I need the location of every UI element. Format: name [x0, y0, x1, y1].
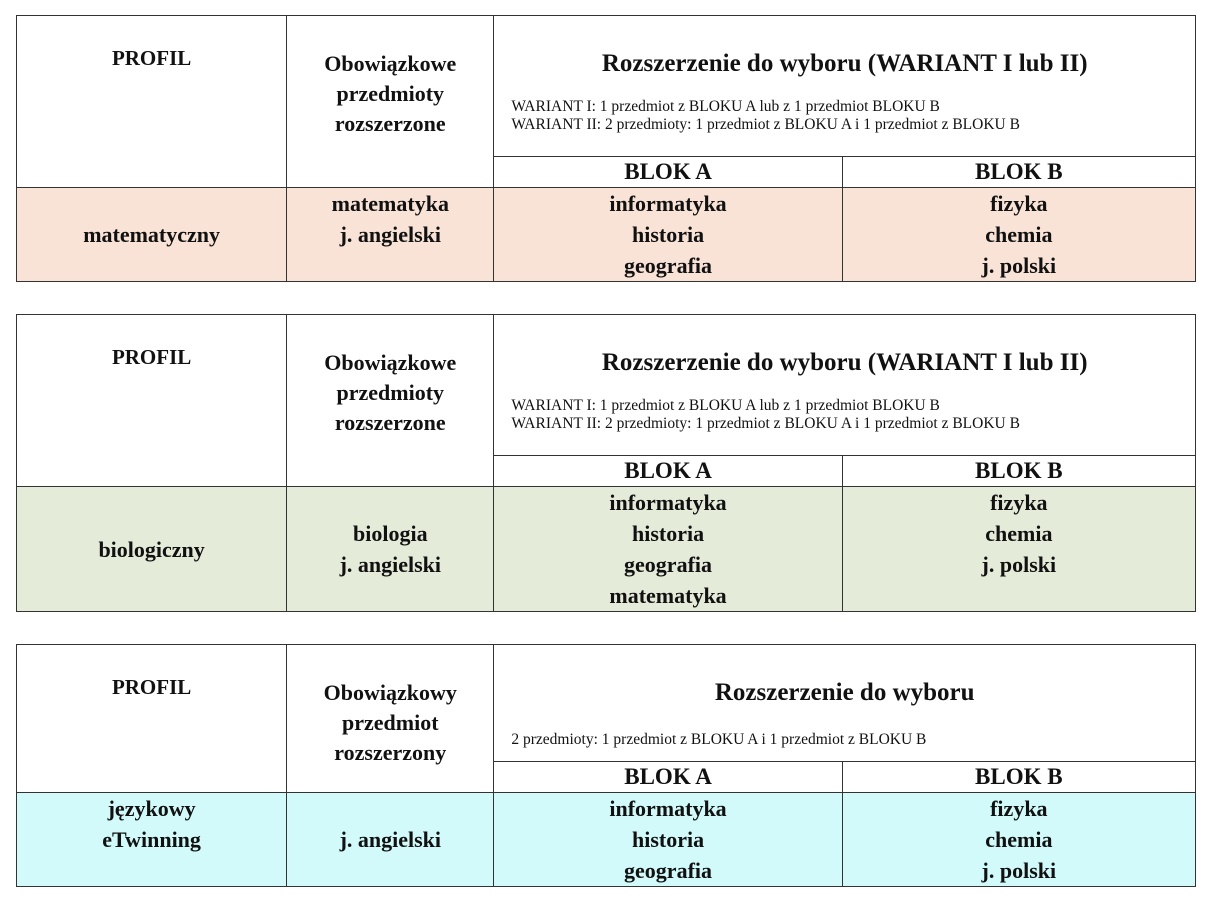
blok-a-header: BLOK A: [494, 157, 842, 188]
blok-b-subjects: fizyka chemia j. polski: [842, 793, 1195, 887]
obligatory-subjects: j. angielski: [287, 793, 494, 887]
obligatory-header: Obowiązkowe przedmioty rozszerzone: [287, 315, 494, 487]
blok-b-subjects: fizyka chemia j. polski: [842, 487, 1195, 612]
obligatory-subjects: biologia j. angielski: [287, 487, 494, 612]
profil-header: PROFIL: [17, 645, 287, 793]
extension-rules: WARIANT I: 1 przedmiot z BLOKU A lub z 1 przedmiot BLOKU B WARIANT II: 2 przedmioty: 1 przedmiot z BLOKU A i 1 przedmiot z BLOKU B: [511, 397, 1020, 432]
blok-a-subjects: informatyka historia geografia: [494, 188, 842, 282]
blok-a-subjects: informatyka historia geografia: [494, 793, 842, 887]
blok-a-subjects: informatyka historia geografia matematyka: [494, 487, 842, 612]
obligatory-subjects: matematyka j. angielski: [287, 188, 494, 282]
extension-rules: 2 przedmioty: 1 przedmiot z BLOKU A i 1 przedmiot z BLOKU B: [511, 731, 927, 748]
extension-header: [494, 16, 1196, 157]
profile-table-jezykowy: [16, 644, 1196, 887]
extension-rules: WARIANT I: 1 przedmiot z BLOKU A lub z 1 przedmiot BLOKU B WARIANT II: 2 przedmioty: 1 przedmiot z BLOKU A i 1 przedmiot z BLOKU B: [511, 98, 1020, 133]
blok-b-header: BLOK B: [842, 456, 1195, 487]
profil-header: PROFIL: [17, 16, 287, 188]
blok-b-header: BLOK B: [842, 157, 1195, 188]
obligatory-header: Obowiązkowe przedmioty rozszerzone: [287, 16, 494, 188]
extension-header: [494, 315, 1196, 456]
extension-title: Rozszerzenie do wyboru: [714, 679, 975, 706]
profile-table-biologiczny: [16, 314, 1196, 612]
profil-header: PROFIL: [17, 315, 287, 487]
blok-b-subjects: fizyka chemia j. polski: [842, 188, 1195, 282]
obligatory-header: Obowiązkowy przedmiot rozszerzony: [287, 645, 494, 793]
extension-title: Rozszerzenie do wyboru (WARIANT I lub II): [601, 349, 1088, 376]
table-row: [17, 793, 1196, 887]
profile-name: językowy eTwinning: [17, 793, 287, 887]
blok-a-header: BLOK A: [494, 456, 842, 487]
table-row: [17, 487, 1196, 612]
extension-header: [494, 645, 1196, 762]
profile-name: matematyczny: [17, 188, 287, 282]
profile-name: biologiczny: [17, 487, 287, 612]
table-row: [17, 188, 1196, 282]
extension-title: Rozszerzenie do wyboru (WARIANT I lub II): [601, 50, 1088, 77]
blok-b-header: BLOK B: [842, 762, 1195, 793]
profile-table-matematyczny: [16, 15, 1196, 282]
blok-a-header: BLOK A: [494, 762, 842, 793]
